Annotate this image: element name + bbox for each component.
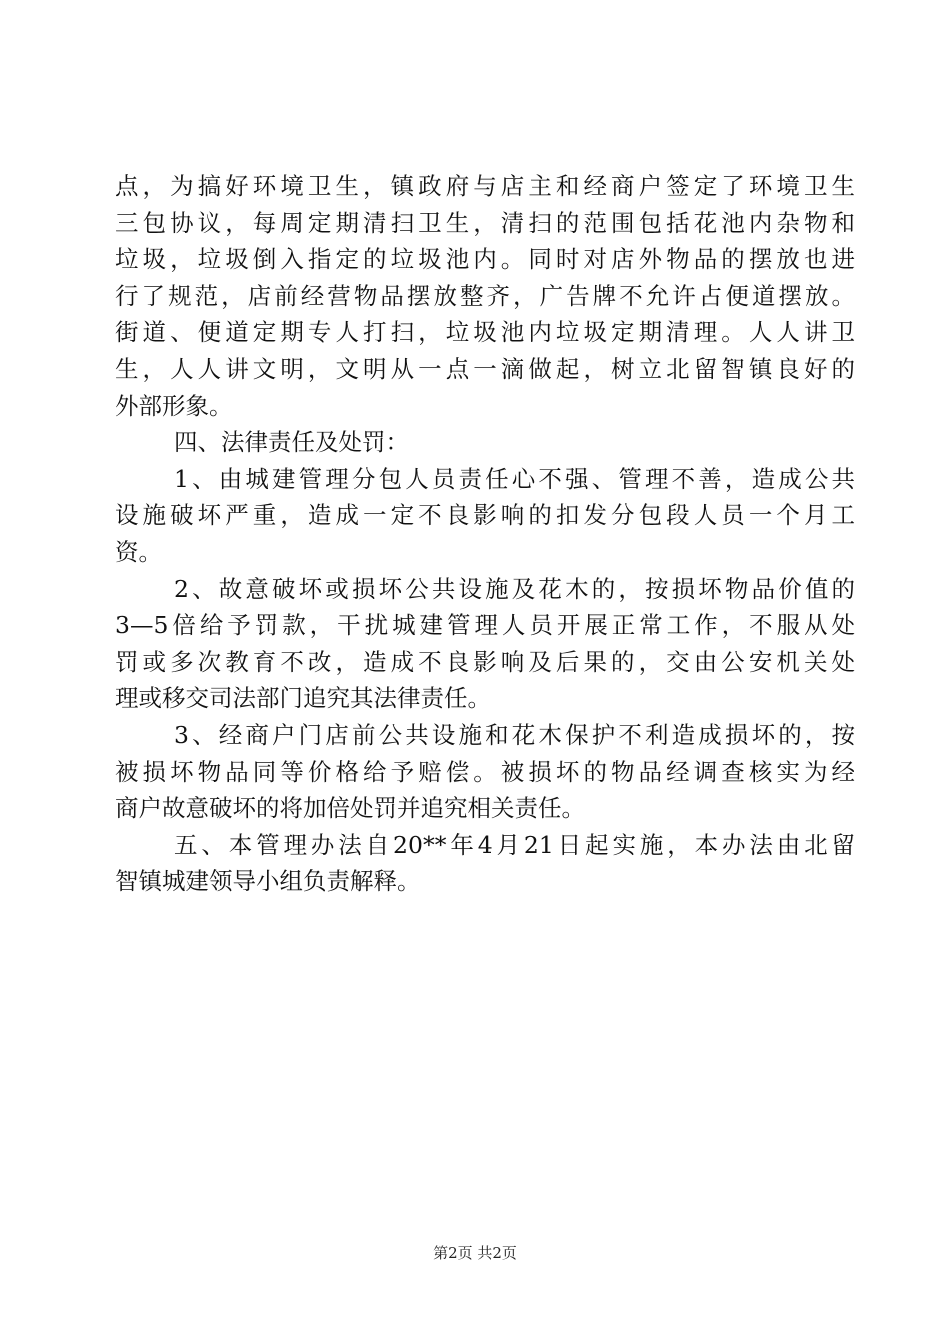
text-line: 罚或多次教育不改，造成不良影响及后果的，交由公安机关处	[115, 647, 855, 676]
page-footer: 第2页 共2页	[433, 1244, 517, 1262]
text-line: 3、经商户门店前公共设施和花木保护不利造成损坏的，按	[174, 720, 855, 749]
text-line: 智镇城建领导小组负责解释。	[115, 867, 421, 896]
text-line: 行了规范，店前经营物品摆放整齐，广告牌不允许占便道摆放。	[115, 281, 855, 310]
text-line: 三包协议，每周定期清扫卫生，清扫的范围包括花池内杂物和	[115, 208, 855, 237]
text-line: 五、本管理办法自20**年4月21日起实施，本办法由北留	[174, 830, 855, 859]
text-line: 四、法律责任及处罚：	[174, 428, 409, 457]
text-line: 理或移交司法部门追究其法律责任。	[115, 684, 491, 713]
text-line: 资。	[115, 537, 162, 566]
text-line: 垃圾，垃圾倒入指定的垃圾池内。同时对店外物品的摆放也进	[115, 245, 855, 274]
document-body	[115, 168, 855, 900]
text-line: 被损坏物品同等价格给予赔偿。被损坏的物品经调查核实为经	[115, 757, 855, 786]
text-line: 商户故意破坏的将加倍处罚并追究相关责任。	[115, 794, 585, 823]
text-line: 街道、便道定期专人打扫，垃圾池内垃圾定期清理。人人讲卫	[115, 318, 855, 347]
text-line: 2、故意破坏或损坏公共设施及花木的，按损坏物品价值的	[174, 574, 855, 603]
text-line: 3—5倍给予罚款，干扰城建管理人员开展正常工作，不服从处	[115, 611, 855, 640]
text-line: 外部形象。	[115, 391, 233, 420]
text-line: 生，人人讲文明，文明从一点一滴做起，树立北留智镇良好的	[115, 354, 855, 383]
text-line: 点，为搞好环境卫生，镇政府与店主和经商户签定了环境卫生	[115, 172, 855, 200]
text-line: 设施破坏严重，造成一定不良影响的扣发分包段人员一个月工	[115, 501, 855, 530]
text-line: 1、由城建管理分包人员责任心不强、管理不善，造成公共	[174, 464, 855, 493]
